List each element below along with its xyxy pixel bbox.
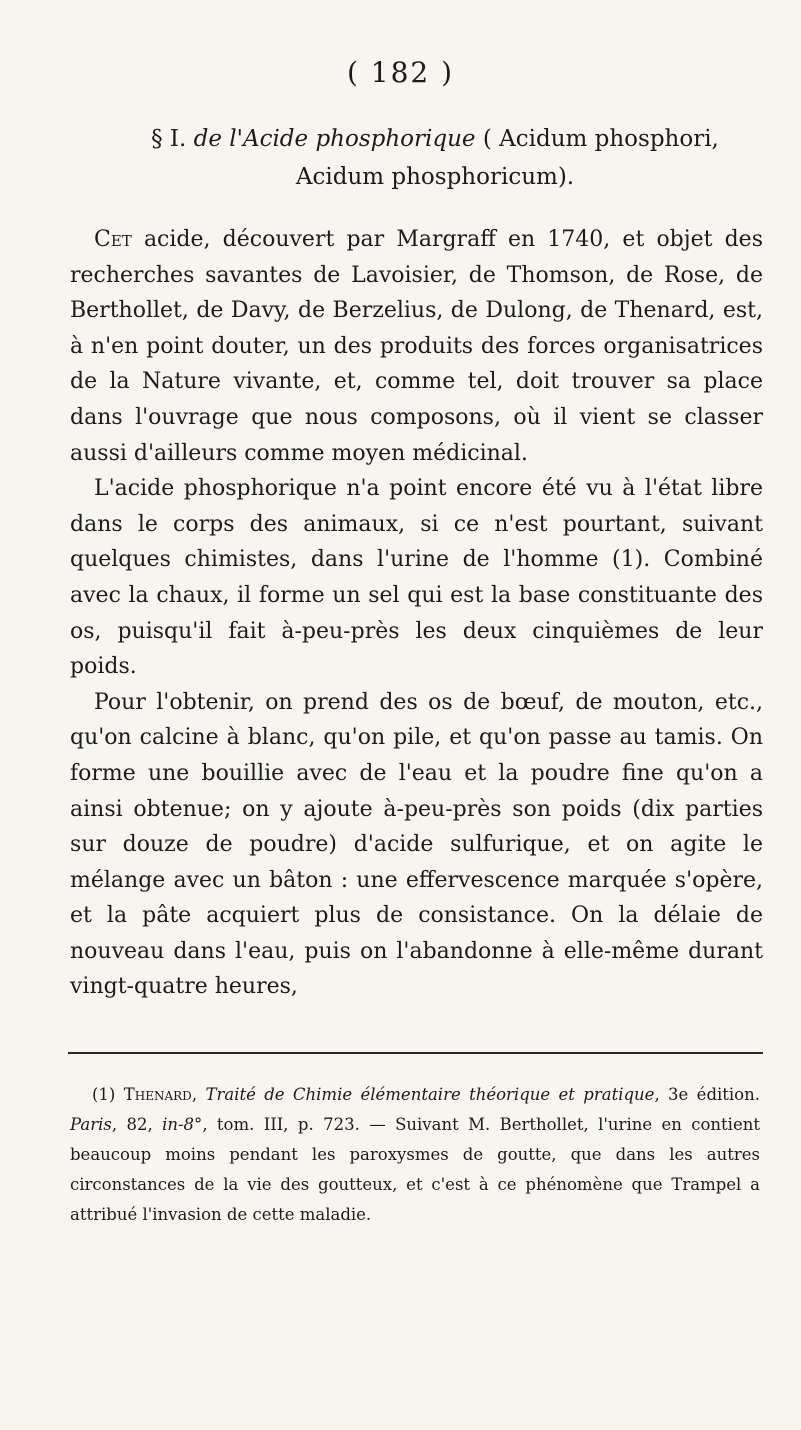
section-latin-names: ( Acidum phosphori, Acidum phosphoricum). — [295, 126, 719, 190]
footnote-rest-a: , 82, — [111, 1115, 163, 1134]
body-text — [70, 222, 763, 1005]
paragraph-text: acide, découvert par Margraff en 1740, et objet des recherches savantes de Lavoisier, de Thomson, de Rose, de Berthollet, de Davy, de Berzelius, de Dulong, de Thenard, est, à n'en point douter, un des produits des forces organisatrices de la Nature vivante, et, comme tel, doit trouver sa place dans l'ouvrage que nous composons, où il vient se classer aussi d'ailleurs comme moyen médicinal. — [70, 227, 763, 466]
footnote-marker: (1) — [92, 1085, 124, 1104]
footnote-author: Thenard — [123, 1085, 192, 1104]
paragraph-3 — [70, 685, 763, 1005]
footnote-divider — [68, 1052, 763, 1054]
footnote-title: Traité de Chimie élémentaire théorique et pratique — [205, 1085, 655, 1104]
paragraph-text: Pour l'obtenir, on prend des os de bœuf, de mouton, etc., qu'on calcine à blanc, qu'on pile, et qu'on passe au tamis. On forme une bouillie avec de l'eau et la poudre fine qu'on a ainsi obtenue; on y ajoute à-peu-près son poids (dix parties sur douze de poudre) d'acide sulfurique, et on agite le mélange avec un bâton : une effervescence marquée s'opère, et la pâte acquiert plus de consistance. On la délaie de nouveau dans l'eau, puis on l'abandonne à elle-même durant vingt-quatre heures, — [70, 689, 763, 1000]
section-title: de l'Acide phosphorique — [193, 126, 476, 152]
footnote-details: , 3e édition. — [654, 1085, 760, 1104]
paragraph-text: L'acide phosphorique n'a point encore été vu à l'état libre dans le corps des animaux, si ce n'est pourtant, suivant quelques chimistes, dans l'urine de l'homme (1). Combiné avec la chaux, il forme un sel qui est la base constituante des os, puisqu'il fait à-peu-près les deux cinquièmes de leur poids. — [70, 476, 763, 680]
footnote-format: in-8° — [162, 1115, 203, 1134]
paragraph-1 — [70, 222, 763, 471]
paragraph-lead: Cet — [94, 227, 132, 252]
footnote-text — [70, 1080, 760, 1230]
paragraph-2 — [70, 471, 763, 685]
footnote-separator: , — [191, 1085, 206, 1104]
section-prefix: § I. — [151, 126, 194, 152]
footnote — [70, 1080, 760, 1230]
page-number: ( 182 ) — [346, 56, 455, 89]
section-heading — [115, 120, 755, 196]
footnote-place: Paris — [70, 1115, 112, 1134]
footnote-rest-b: , tom. III, p. 723. — Suivant M. Berthollet, l'urine en contient beaucoup moins pendant les paroxysmes de goutte, que dans les autres circonstances de la vie des goutteux, et c'est à ce phénomène que Trampel a attribué l'invasion de cette maladie. — [70, 1115, 760, 1224]
